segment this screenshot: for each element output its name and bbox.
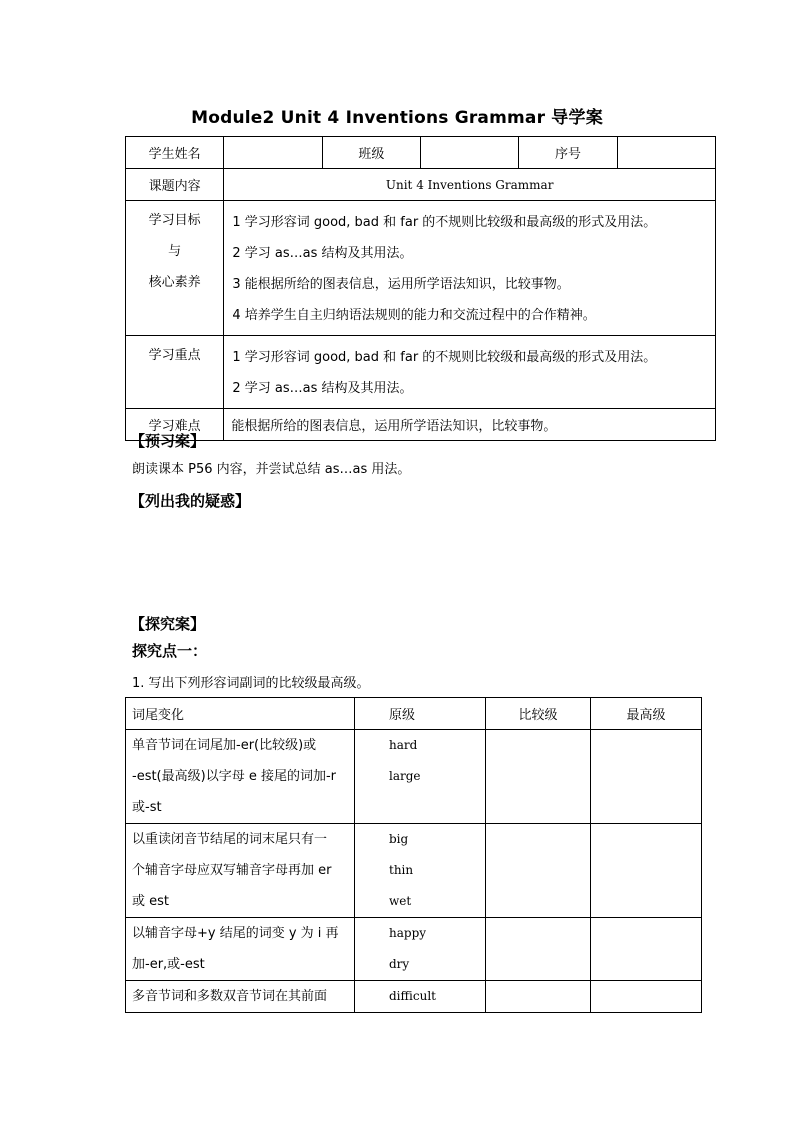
info-row-goals xyxy=(126,201,716,336)
comparative-answer-cell[interactable] xyxy=(486,918,591,981)
goals-label-line: 与 xyxy=(168,244,182,259)
topic-value: Unit 4 Inventions Grammar xyxy=(224,169,716,201)
info-table xyxy=(125,136,716,441)
superlative-answer-cell[interactable] xyxy=(591,824,702,918)
table-row xyxy=(126,824,702,918)
superlative-answer-cell[interactable] xyxy=(591,918,702,981)
topic-label: 课题内容 xyxy=(126,169,224,201)
rule-cell xyxy=(126,730,355,824)
superlative-answer-cell[interactable] xyxy=(591,730,702,824)
key-points-list xyxy=(224,336,716,409)
doubts-heading: 【列出我的疑惑】 xyxy=(130,492,251,510)
header-positive: 原级 xyxy=(355,698,486,730)
rule-line: 以辅音字母+y 结尾的词变 y 为 i 再 xyxy=(132,926,339,941)
goal-item: 3 能根据所给的图表信息，运用所学语法知识，比较事物。 xyxy=(232,277,570,292)
table-row xyxy=(126,981,702,1013)
info-row-student xyxy=(126,137,716,169)
header-ending-change: 词尾变化 xyxy=(126,698,355,730)
goal-item: 1 学习形容词 good, bad 和 far 的不规则比较级和最高级的形式及用法。 xyxy=(232,215,657,230)
rule-line: 单音节词在词尾加-er(比较级)或 xyxy=(132,738,317,753)
words-cell xyxy=(355,918,486,981)
word: difficult xyxy=(389,989,436,1003)
rule-cell xyxy=(126,918,355,981)
info-row-key-points xyxy=(126,336,716,409)
rule-line: 或-st xyxy=(132,800,162,815)
goals-label-line: 学习目标 xyxy=(148,213,201,228)
table-row xyxy=(126,730,702,824)
compare-table xyxy=(125,697,702,1013)
number-label: 序号 xyxy=(519,137,617,169)
preview-text: 朗读课本 P56 内容，并尝试总结 as…as 用法。 xyxy=(132,462,411,477)
word: thin xyxy=(389,863,414,877)
number-field[interactable] xyxy=(617,137,715,169)
goals-label xyxy=(126,201,224,336)
rule-cell xyxy=(126,824,355,918)
key-points-label-text: 学习重点 xyxy=(148,348,201,363)
preview-heading: 【预习案】 xyxy=(130,432,206,450)
word: big xyxy=(389,832,409,846)
explore-point: 探究点一： xyxy=(132,642,208,660)
rule-line: 以重读闭音节结尾的词末尾只有一 xyxy=(132,832,328,847)
words-cell xyxy=(355,824,486,918)
superlative-answer-cell[interactable] xyxy=(591,981,702,1013)
words-cell xyxy=(355,730,486,824)
rule-line: 或 est xyxy=(132,894,170,909)
comparative-answer-cell[interactable] xyxy=(486,730,591,824)
rule-cell xyxy=(126,981,355,1013)
rule-line: 个辅音字母应双写辅音字母再加 er xyxy=(132,863,332,878)
compare-header-row xyxy=(126,698,702,730)
rule-line: -est(最高级)以字母 e 接尾的词加-r xyxy=(132,769,337,784)
student-name-label: 学生姓名 xyxy=(126,137,224,169)
table-row xyxy=(126,918,702,981)
info-row-topic xyxy=(126,169,716,201)
key-point-item: 2 学习 as…as 结构及其用法。 xyxy=(232,381,413,396)
header-comparative: 比较级 xyxy=(486,698,591,730)
class-field[interactable] xyxy=(420,137,518,169)
goal-item: 2 学习 as…as 结构及其用法。 xyxy=(232,246,413,261)
word: hard xyxy=(389,738,418,752)
task-1: 1. 写出下列形容词副词的比较级最高级。 xyxy=(132,676,370,691)
key-points-label xyxy=(126,336,224,409)
page-title: Module2 Unit 4 Inventions Grammar 导学案 xyxy=(191,108,603,128)
header-superlative: 最高级 xyxy=(591,698,702,730)
goals-label-line: 核心素养 xyxy=(148,275,201,290)
word: large xyxy=(389,769,421,783)
difficulties-value: 能根据所给的图表信息，运用所学语法知识，比较事物。 xyxy=(224,409,716,441)
class-label: 班级 xyxy=(322,137,420,169)
word: wet xyxy=(389,894,412,908)
explore-heading: 【探究案】 xyxy=(130,615,206,633)
goals-list xyxy=(224,201,716,336)
rule-line: 加-er,或-est xyxy=(132,957,205,972)
comparative-answer-cell[interactable] xyxy=(486,981,591,1013)
student-name-field[interactable] xyxy=(224,137,322,169)
words-cell xyxy=(355,981,486,1013)
info-row-difficulties xyxy=(126,409,716,441)
key-point-item: 1 学习形容词 good, bad 和 far 的不规则比较级和最高级的形式及用法。 xyxy=(232,350,657,365)
word: happy xyxy=(389,926,427,940)
goal-item: 4 培养学生自主归纳语法规则的能力和交流过程中的合作精神。 xyxy=(232,308,596,323)
difficulties-label: 学习难点 xyxy=(126,409,224,441)
rule-line: 多音节词和多数双音节词在其前面 xyxy=(132,989,328,1004)
comparative-answer-cell[interactable] xyxy=(486,824,591,918)
word: dry xyxy=(389,957,410,971)
